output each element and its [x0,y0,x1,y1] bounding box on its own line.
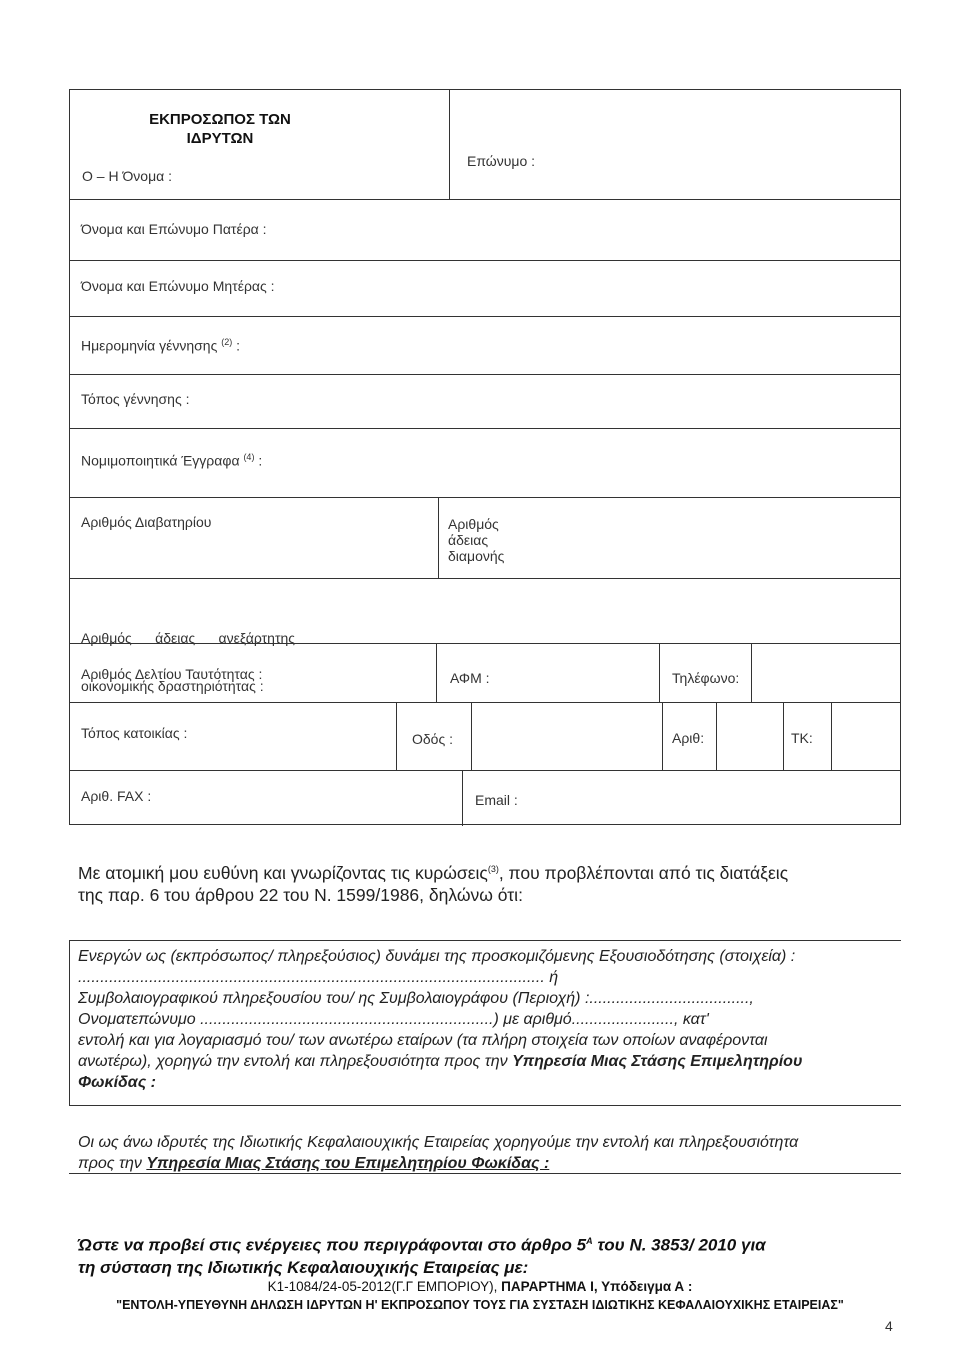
row-divider [70,199,900,200]
col-divider [471,702,472,770]
declaration-text [78,858,878,906]
street-label: Οδός : [412,731,453,747]
mother-name-label: Όνομα και Επώνυμο Μητέρας : [81,278,275,294]
founders-line: Οι ως άνω ιδρυτές της Ιδιωτικής Κεφαλαιουχικής Εταιρείας χορηγούμε την εντολή και πληρεξουσιότητα [78,1134,799,1151]
acting-line: εντολή και για λογαριασμό του/ των ανωτέρω εταίρων (τα πλήρη στοιχεία των οποίων αναφέρονται [78,1032,768,1049]
article-superscript: Α [586,1236,593,1246]
purpose-statement [78,1230,878,1279]
col-divider [438,497,439,578]
founders-text: προς την [78,1155,147,1172]
independent-permit-line: οικονομικής δραστηριότητας : [81,678,264,694]
representative-form [69,89,901,825]
legal-docs-label: Νομιμοποιητικά Έγγραφα $^{(4)}$ : [81,452,263,469]
footnote-ref: (2) [221,337,233,347]
footnote-ref: (3) [487,864,499,874]
last-name-label: Επώνυμο : [467,153,536,169]
independent-permit-label [81,598,295,726]
footer-ref-text: Κ1-1084/24-05-2012(Γ.Γ ΕΜΠΟΡΙΟΥ), [267,1279,502,1294]
id-card-label: Αριθμός Δελτίου Ταυτότητας : [81,666,263,682]
acting-line: Ενεργών ως (εκπρόσωπος/ πληρεξούσιος) δυνάμει της προσκομιζόμενης Εξουσιοδότησης (στοιχεία) : [78,948,796,965]
acting-text: ανωτέρω), χορηγώ την εντολή και πληρεξουσιότητα προς την [78,1053,513,1070]
declaration-line2: της παρ. 6 του άρθρου 22 του Ν. 1599/1986, δηλώνω ότι: [78,884,523,905]
acting-paragraph [78,946,900,1093]
declaration-line [78,858,878,884]
col-divider [396,702,397,770]
first-name-label: Ο – Η Όνομα : [82,168,173,184]
block-divider [69,1173,901,1174]
afm-label: ΑΦΜ : [450,670,490,686]
col-divider [716,702,717,770]
page-number: 4 [885,1318,893,1334]
col-divider [662,702,663,770]
residence-permit-line: Αριθμός [448,516,499,532]
one-stop-service-name: Υπηρεσία Μιας Στάσης του Επιμελητηρίου Φωκίδας : [146,1155,550,1172]
col-divider [436,643,437,702]
form-title [90,110,350,148]
father-name-label: Όνομα και Επώνυμο Πατέρα : [81,221,267,237]
col-divider [831,702,832,770]
founders-paragraph [78,1132,900,1174]
number-label: Αριθ: [672,730,705,746]
col-divider [751,643,752,702]
footer-annex: ΠΑΡΑΡΤΗΜΑ Ι, Υπόδειγμα Α : [501,1279,693,1294]
row-divider [70,428,900,429]
form-title-line: ΕΚΠΡΟΣΩΠΟΣ ΤΩΝ [149,111,291,128]
row-divider [70,316,900,317]
row-divider [70,497,900,498]
row-divider [70,578,900,579]
form-title-line: ΙΔΡΥΤΩΝ [186,130,254,147]
one-stop-service-name: Υπηρεσία Μιας Στάσης Επιμελητηρίου [512,1053,803,1070]
footnote-ref: (4) [243,452,255,462]
residence-permit-line: άδειας [448,532,489,548]
declaration-line1a: Με ατομική μου ευθύνη και γνωρίζοντας τις κυρώσεις [78,862,488,883]
postal-code-label: ΤΚ: [791,730,813,746]
footer-title: "ΕΝΤΟΛΗ-ΥΠΕΥΘΥΝΗ ΔΗΛΩΣΗ ΙΔΡΥΤΩΝ Η' ΕΚΠΡΟΣΩΠΟΥ ΤΟΥΣ ΓΙΑ ΣΥΣΤΑΣΗ ΙΔΙΩΤΙΚΗΣ ΚΕΦΑΛΑΙΟΥΧΙΚΗΣ ΕΤΑΙΡΕΙΑΣ" [116,1298,844,1312]
acting-line: Συμβολαιογραφικού πληρεξουσίου του/ ης Συμβολαιογράφου (Περιοχή) :...................................., [78,990,754,1007]
founders-line [78,1153,900,1174]
col-divider [462,770,463,826]
row-divider [70,770,900,771]
acting-line: Φωκίδας : [78,1074,156,1091]
independent-permit-line: Αριθμός άδειας ανεξάρτητης [81,630,296,646]
declaration-line1b: , που προβλέπονται από τις διατάξεις [498,862,789,883]
birth-place-label: Τόπος γέννησης : [81,391,190,407]
legal-docs-text: Νομιμοποιητικά Έγγραφα [81,452,240,469]
block-divider [69,1105,901,1106]
acting-line [78,1051,900,1072]
email-label: Email : [475,792,518,808]
col-divider [449,90,450,199]
row-divider [70,374,900,375]
phone-label: Τηλέφωνο: [672,670,740,686]
purpose-text: του Ν. 3853/ 2010 για [592,1235,766,1255]
passport-label: Αριθμός Διαβατηρίου [81,514,212,530]
residence-permit-line: διαμονής [448,548,505,564]
birth-date-text: Ημερομηνία γέννησης [81,337,218,354]
col-divider [659,643,660,702]
block-divider [69,940,901,941]
birth-date-label: Ημερομηνία γέννησης $^{(2)}$ : [81,337,240,354]
footer-reference [0,1279,960,1294]
acting-line: ......................................................................................................... ή [78,969,559,986]
purpose-text: Ώστε να προβεί στις ενέργειες που περιγράφονται στο άρθρο 5 [78,1235,587,1255]
block-divider [69,940,70,1105]
acting-line: Ονοματεπώνυμο ..................................................................) με αριθμό......................., κατ' [78,1011,709,1028]
col-divider [783,702,784,770]
purpose-line [78,1230,878,1257]
row-divider [70,260,900,261]
residence-place-label: Τόπος κατοικίας : [81,725,188,741]
fax-label: Αριθ. FAX : [81,788,152,804]
purpose-line: τη σύσταση της Ιδιωτικής Κεφαλαιουχικής Εταιρείας με: [78,1257,529,1277]
residence-permit-label [448,516,504,564]
